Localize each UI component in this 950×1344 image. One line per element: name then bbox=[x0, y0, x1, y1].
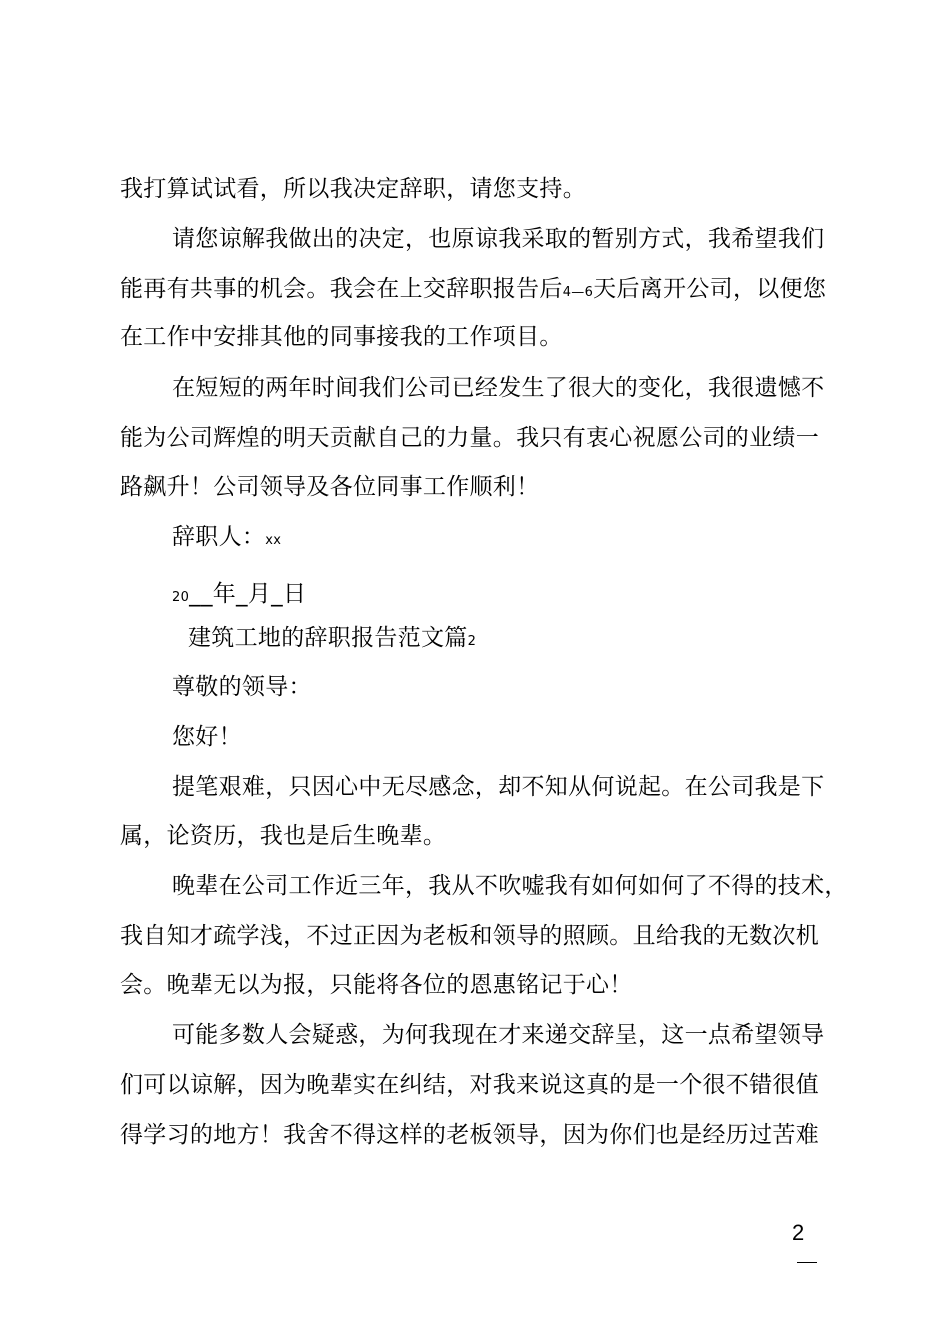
paragraph-line: 在短短的两年时间我们公司已经发生了很大的变化，我很遗憾不 bbox=[172, 375, 825, 401]
date-line bbox=[172, 579, 306, 613]
text-segment: 天后离开公司，以便您 bbox=[593, 276, 827, 302]
paragraph-line: 能为公司辉煌的明天贡献自己的力量。我只有衷心祝愿公司的业绩一 bbox=[120, 425, 819, 451]
salutation: 尊敬的领导： bbox=[172, 674, 312, 700]
paragraph-line: 会。晚辈无以为报，只能将各位的恩惠铭记于心！ bbox=[120, 972, 633, 998]
resigner-line bbox=[172, 522, 281, 556]
paragraph-line: 可能多数人会疑惑，为何我现在才来递交辞呈，这一点希望领导 bbox=[172, 1022, 825, 1048]
paragraph-line: 在工作中安排其他的同事接我的工作项目。 bbox=[120, 324, 563, 350]
section-title bbox=[188, 623, 476, 657]
page-number: 2 bbox=[792, 1220, 805, 1245]
date-blanks: __年_月_日 bbox=[189, 581, 307, 607]
paragraph-line: 晚辈在公司工作近三年，我从不吹嘘我有如何如何了不得的技术， bbox=[172, 873, 848, 899]
paragraph-line: 我自知才疏学浅，不过正因为老板和领导的照顾。且给我的无数次机 bbox=[120, 923, 819, 949]
resigner-name: xx bbox=[265, 533, 282, 548]
section-title-number: 2 bbox=[467, 634, 477, 649]
text-segment: 能再有共事的机会。我会在上交辞职报告后 bbox=[120, 276, 563, 302]
paragraph-line: 我打算试试看，所以我决定辞职，请您支持。 bbox=[120, 176, 586, 202]
resigner-label: 辞职人： bbox=[172, 524, 266, 550]
paragraph-line: 得学习的地方！我舍不得这样的老板领导，因为你们也是经历过苦难 bbox=[120, 1122, 819, 1148]
paragraph-line: 提笔艰难，只因心中无尽感念，却不知从何说起。在公司我是下 bbox=[172, 774, 825, 800]
paragraph-line: 路飙升！公司领导及各位同事工作顺利！ bbox=[120, 474, 540, 500]
paragraph-line: 请您谅解我做出的决定，也原谅我采取的暂别方式，我希望我们 bbox=[172, 226, 825, 252]
day-range: 4—6 bbox=[562, 285, 594, 300]
paragraph-line: 属，论资历，我也是后生晚辈。 bbox=[120, 823, 447, 849]
page-number-rule bbox=[797, 1262, 817, 1263]
date-year-prefix: 20 bbox=[172, 590, 190, 605]
section-title-text: 建筑工地的辞职报告范文篇 bbox=[188, 625, 468, 651]
paragraph-line: 们可以谅解，因为晚辈实在纠结，对我来说这真的是一个很不错很值 bbox=[120, 1072, 819, 1098]
greeting: 您好！ bbox=[172, 724, 242, 750]
paragraph-line bbox=[120, 274, 826, 308]
